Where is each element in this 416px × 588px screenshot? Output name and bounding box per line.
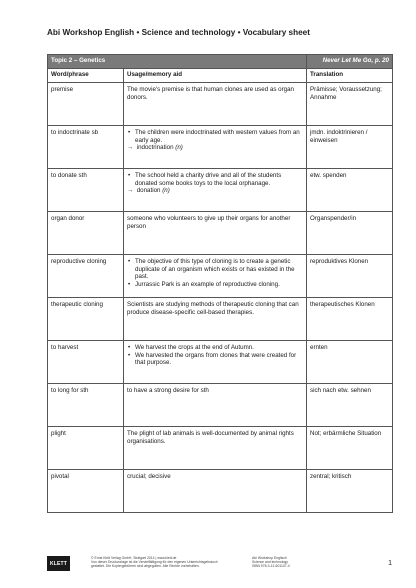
word-cell: therapeutic cloning (48, 298, 124, 341)
table-row (48, 83, 393, 126)
usage-bullet-list (127, 129, 303, 144)
book-info (252, 556, 342, 569)
word-cell: organ donor (48, 212, 124, 255)
copyright-line: Von dieser Druckvorlage ist die Vervielfältigung für den eigenen Unterrichtsgebrauch (91, 560, 218, 565)
usage-cell (124, 255, 307, 298)
publisher-logo (47, 556, 70, 571)
translation-cell: jmdn. indoktrinieren / einweisen (307, 126, 393, 169)
usage-bullet: • The children were indoctrinated with western values from an early age. (135, 129, 303, 144)
usage-cell: someone who volunteers to give up their organs for another person (124, 212, 307, 255)
derived-word: donation (136, 187, 161, 195)
word-cell: pivotal (48, 470, 124, 513)
usage-cell: to have a strong desire for sth (124, 384, 307, 427)
usage-cell (124, 126, 307, 169)
table-row (48, 341, 393, 384)
usage-cell (124, 169, 307, 212)
topic-source: Never Let Me Go, p. 20 (307, 55, 393, 69)
usage-cell: Scientists are studying methods of therapeutic cloning that can produce disease-specific cell-based therapies. (124, 298, 307, 341)
part-of-speech: (n) (162, 187, 170, 195)
column-header-translation: Translation (307, 69, 393, 83)
usage-bullet: • The school held a charity drive and all of the students donated some books toys to the local orphanage. (135, 172, 303, 187)
translation-cell: ernten (307, 341, 393, 384)
usage-cell: The plight of lab animals is well-documented by animal rights organisations. (124, 427, 307, 470)
book-info-line: Science and technology (252, 560, 289, 565)
table-row (48, 427, 393, 470)
translation-cell: Prämisse; Voraussetzung; Annahme (307, 83, 393, 126)
usage-cell: crucial; decisive (124, 470, 307, 513)
translation-cell: etw. spenden (307, 169, 393, 212)
copyright-line: © Ernst Klett Verlag GmbH, Stuttgart 2014 | www.klett.de (91, 556, 177, 560)
usage-bullet: • Jurrassic Park is an example of reproductive cloning. (135, 281, 303, 289)
logo-text: KLETT (49, 560, 68, 567)
derived-word-line (127, 144, 303, 152)
word-cell: premise (48, 83, 124, 126)
vocabulary-table (47, 54, 393, 513)
topic-label: Topic 2 – Genetics (48, 55, 307, 69)
topic-row (48, 55, 393, 69)
table-row (48, 384, 393, 427)
translation-cell: therapeutisches Klonen (307, 298, 393, 341)
sheet-title: Abi Workshop English • Science and technology • Vocabulary sheet (47, 28, 310, 37)
column-header-word: Word/phrase (48, 69, 124, 83)
usage-cell: The movie's premise is that human clones are used as organ donors. (124, 83, 307, 126)
usage-cell (124, 341, 307, 384)
word-cell: to long for sth (48, 384, 124, 427)
derived-word-line (127, 187, 303, 195)
usage-bullet-list (127, 344, 303, 367)
word-cell: to indoctrinate sb (48, 126, 124, 169)
translation-cell: sich nach etw. sehnen (307, 384, 393, 427)
translation-cell: reproduktives Klonen (307, 255, 393, 298)
usage-bullet-list (127, 172, 303, 187)
table-row (48, 169, 393, 212)
arrow-icon: → (127, 187, 134, 195)
translation-cell: Not; erbärmliche Situation (307, 427, 393, 470)
derived-word: indoctrination (136, 144, 174, 152)
page-number: 1 (388, 560, 392, 567)
word-cell: reproductive cloning (48, 255, 124, 298)
usage-bullet: • We harvest the crops at the end of Autumn. (135, 344, 303, 352)
table-row (48, 298, 393, 341)
usage-bullet-list (127, 258, 303, 288)
table-row (48, 255, 393, 298)
copyright-notice (91, 556, 231, 569)
page-footer (47, 555, 392, 575)
part-of-speech: (n) (175, 144, 183, 152)
translation-cell: Organspender/in (307, 212, 393, 255)
table-row (48, 212, 393, 255)
column-header-usage: Usage/memory aid (124, 69, 307, 83)
word-cell: plight (48, 427, 124, 470)
arrow-icon: → (127, 144, 134, 152)
book-info-line: Abi Workshop Englisch (252, 556, 287, 560)
book-info-line: ISBN 978-3-12-601107-4 (252, 564, 290, 569)
table-row (48, 470, 393, 513)
usage-bullet: • The objective of this type of cloning is to create a genetic duplicate of an organism which exists or has existed in the past. (135, 258, 303, 281)
translation-cell: zentral; kritisch (307, 470, 393, 513)
word-cell: to donate sth (48, 169, 124, 212)
column-header-row (48, 69, 393, 83)
copyright-line: gestattet. Die Kopiergebühren sind abgegolten. Alle Rechte vorbehalten. (91, 564, 200, 569)
table-row (48, 126, 393, 169)
word-cell: to harvest (48, 341, 124, 384)
usage-bullet: • We harvested the organs from clones that were created for that purpose. (135, 352, 303, 367)
